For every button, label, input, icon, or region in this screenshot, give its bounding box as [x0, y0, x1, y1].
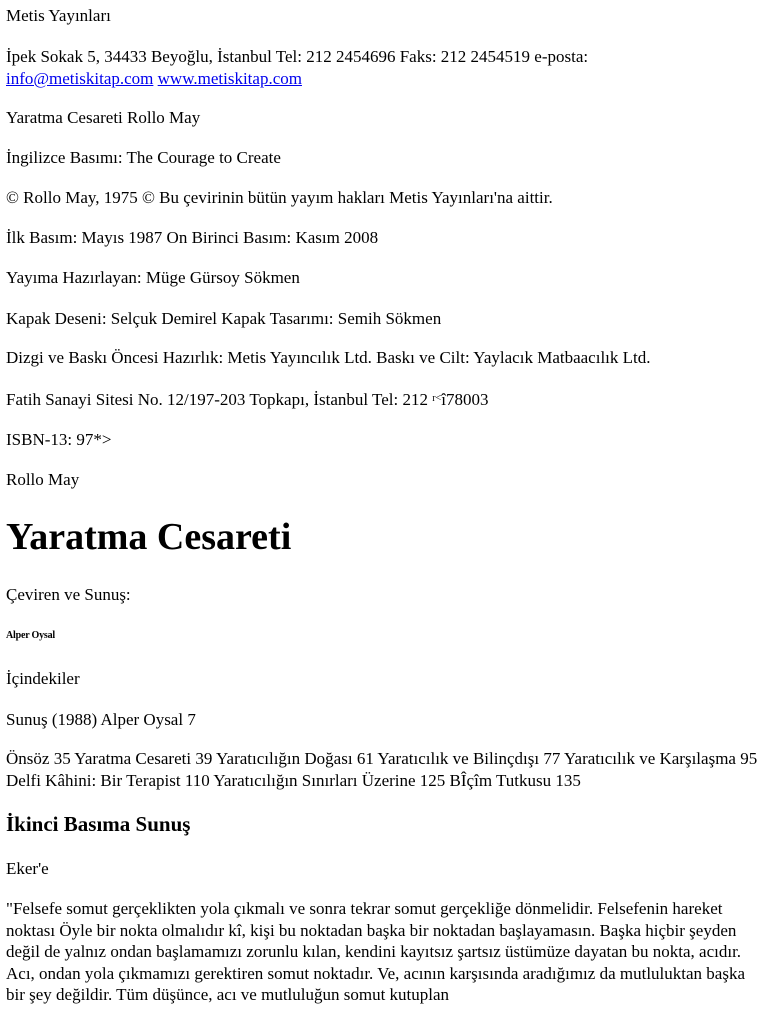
email-link[interactable]: info@metiskitap.com [6, 68, 154, 88]
contents-list: Önsöz 35 Yaratma Cesareti 39 Yaratıcılığın Doğası 61 Yaratıcılık ve Bilinçdışı 77 Yaratıcılık ve Karşılaşma 95 Delfi Kâhini: Bir Terapist 110 Yaratıcılığın Sınırları Üzerine 125 BÎçîm Tutkusu 135 [6, 749, 758, 790]
copyright-notice: © Rollo May, 1975 © Bu çevirinin bütün yayım hakları Metis Yayınları'na aittir. [6, 188, 553, 207]
book-title-heading: Yaratma Cesareti [6, 516, 292, 558]
typesetting-credits: Dizgi ve Baskı Öncesi Hazırlık: Metis Yayıncılık Ltd. Baskı ve Cilt: Yaylacık Matbaacılık Ltd. [6, 348, 651, 367]
website-link[interactable]: www.metiskitap.com [157, 68, 302, 88]
cover-credits: Kapak Deseni: Selçuk Demirel Kapak Tasarımı: Semih Sökmen [6, 309, 442, 328]
contents-item: Sunuş (1988) Alper Oysal 7 [6, 710, 196, 729]
printer-address-artifact: r< [432, 393, 442, 404]
dedication: Eker'e [6, 859, 49, 878]
original-title: İngilizce Basımı: The Courage to Create [6, 148, 281, 167]
contents-heading: İçindekiler [6, 669, 80, 688]
printer-address-main: Fatih Sanayi Sitesi No. 12/197-203 Topkapı, İstanbul Tel: 212 [6, 390, 433, 409]
second-edition-heading: İkinci Basıma Sunuş [6, 812, 191, 836]
publisher-address [6, 46, 758, 89]
printer-address-tail: î78003 [441, 390, 489, 409]
title-line: Yaratma Cesareti Rollo May [6, 108, 201, 127]
printer-address [6, 389, 758, 414]
prepared-by: Yayıma Hazırlayan: Müge Gürsoy Sökmen [6, 268, 300, 287]
translator-name: Alper Oysal [6, 630, 56, 641]
author-name: Rollo May [6, 470, 80, 489]
isbn: ISBN-13: 97*> [6, 430, 112, 449]
quote-paragraph: "Felsefe somut gerçeklikten yola çıkmalı ve sonra tekrar somut gerçekliğe dönmelidir. Felsefenin hareket noktası Öyle bir nokta olmalıdır kî, kişi bu noktadan başka bir noktadan başlayamasın. Başka hiçbir şeyden değil de yalnız ondan başlamamızı zorunlu kılan, kendini kayıtsız şartsız üstümüze dayatan bu nokta, acıdır. Acı, ondan yola çıkmamızı gerektiren somut noktadır. Ve, acının karşısında aradığımız da mutluluktan başka bir şey değildir. Tüm düşünce, acı ve mutluluğun somut kutuplan [6, 899, 745, 1004]
translator-label: Çeviren ve Sunuş: [6, 585, 131, 604]
address-text: İpek Sokak 5, 34433 Beyoğlu, İstanbul Tel: 212 2454696 Faks: 212 2454519 e-posta: [6, 47, 589, 66]
publisher-name: Metis Yayınları [6, 6, 111, 25]
edition-info: İlk Basım: Mayıs 1987 On Birinci Basım: Kasım 2008 [6, 228, 379, 247]
